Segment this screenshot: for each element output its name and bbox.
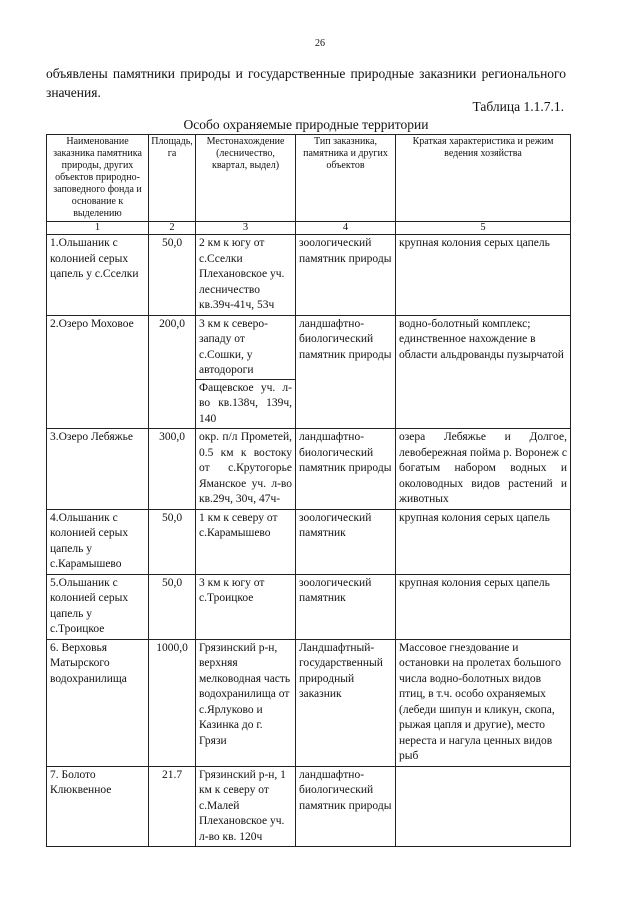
column-number: 3 (196, 222, 296, 235)
table-row (47, 235, 571, 316)
header-area: Площадь, га (149, 135, 196, 222)
cell-description (396, 766, 571, 847)
header-type: Тип заказника, памятника и других объектов (296, 135, 396, 222)
cell-name: 5.Ольшаник с колонией серых цапель у с.Троицкое (47, 574, 149, 639)
cell-type: Ландшафтный-государственный природный заказник (296, 639, 396, 766)
cell-area: 300,0 (149, 429, 196, 510)
cell-type: зоологический памятник (296, 574, 396, 639)
column-number: 1 (47, 222, 149, 235)
cell-name: 4.Ольшаник с колонией серых цапель у с.Карамышево (47, 509, 149, 574)
cell-location-extra: Фащевское уч. л-во кв.138ч, 139ч, 140 (196, 379, 295, 428)
cell-type: ландшафтно-биологический памятник природы (296, 766, 396, 847)
header-location: Местонахождение (лесничество, квартал, выдел) (196, 135, 296, 222)
cell-area: 50,0 (149, 574, 196, 639)
table-row (47, 639, 571, 766)
table-row (47, 766, 571, 847)
cell-name: 2.Озеро Моховое (47, 315, 149, 429)
table-row (47, 315, 571, 429)
cell-description: крупная колония серых цапель (396, 574, 571, 639)
cell-name: 1.Ольшаник с колонией серых цапель у с.Сселки (47, 235, 149, 316)
cell-location-main: 3 км к северо-западу от с.Сошки, у автодороги (199, 317, 268, 376)
cell-name: 3.Озеро Лебяжье (47, 429, 149, 510)
cell-type: зоологический памятник (296, 509, 396, 574)
cell-description: крупная колония серых цапель (396, 235, 571, 316)
header-description: Краткая характеристика и режим ведения хозяйства (396, 135, 571, 222)
cell-location: окр. п/л Прометей, 0.5 км к востоку от с.Крутогорье Яманское уч. л-во кв.29ч, 30ч, 47ч- (196, 429, 296, 510)
cell-location: 1 км к северу от с.Карамышево (196, 509, 296, 574)
column-number-row (47, 222, 571, 235)
cell-location (196, 315, 296, 429)
page-number: 26 (315, 38, 325, 49)
table-header-row (47, 135, 571, 222)
table-label: Таблица 1.1.7.1. (472, 99, 564, 114)
cell-area: 200,0 (149, 315, 196, 429)
cell-description: озера Лебяжье и Долгое, левобережная пойма р. Воронеж с богатым набором водных и околоводных видов растений и животных (396, 429, 571, 510)
cell-type: ландшафтно-биологический памятник природы (296, 429, 396, 510)
column-number: 4 (296, 222, 396, 235)
table-row (47, 509, 571, 574)
table-row (47, 574, 571, 639)
cell-type: зоологический памятник природы (296, 235, 396, 316)
header-name: Наименование заказника памятника природы, других объектов природно-заповедного фонда и основание к выделению (47, 135, 149, 222)
cell-area: 1000,0 (149, 639, 196, 766)
protected-areas-table (46, 134, 571, 847)
cell-location: Грязинский р-н, верхняя мелководная часть водохранилища от с.Ярлуково и Казинка до г. Грязи (196, 639, 296, 766)
cell-name: 7. Болото Клюквенное (47, 766, 149, 847)
cell-area: 21.7 (149, 766, 196, 847)
table-row (47, 429, 571, 510)
cell-description: Массовое гнездование и остановки на пролетах большого числа водно-болотных видов птиц, в т.ч. особо охраняемых (лебеди шипун и кликун, скопа, рыжая цапля и другие), место нереста и нагула ценных видов рыб (396, 639, 571, 766)
cell-location: Грязинский р-н, 1 км к северу от с.Малей Плехановское уч. л-во кв. 120ч (196, 766, 296, 847)
cell-description: крупная колония серых цапель (396, 509, 571, 574)
column-number: 2 (149, 222, 196, 235)
column-number: 5 (396, 222, 571, 235)
table-title: Особо охраняемые природные территории (183, 117, 429, 132)
cell-location: 2 км к югу от с.Сселки Плехановское уч. лесничество кв.39ч-41ч, 53ч (196, 235, 296, 316)
cell-type: ландшафтно-биологический памятник природы (296, 315, 396, 429)
cell-description: водно-болотный комплекс; единственное нахождение в области альдрованды пузырчатой (396, 315, 571, 429)
intro-paragraph: объявлены памятники природы и государственные природные заказники регионального значения. (46, 66, 566, 100)
cell-location: 3 км к югу от с.Троицкое (196, 574, 296, 639)
cell-name: 6. Верховья Матырского водохранилища (47, 639, 149, 766)
cell-area: 50,0 (149, 235, 196, 316)
cell-area: 50,0 (149, 509, 196, 574)
